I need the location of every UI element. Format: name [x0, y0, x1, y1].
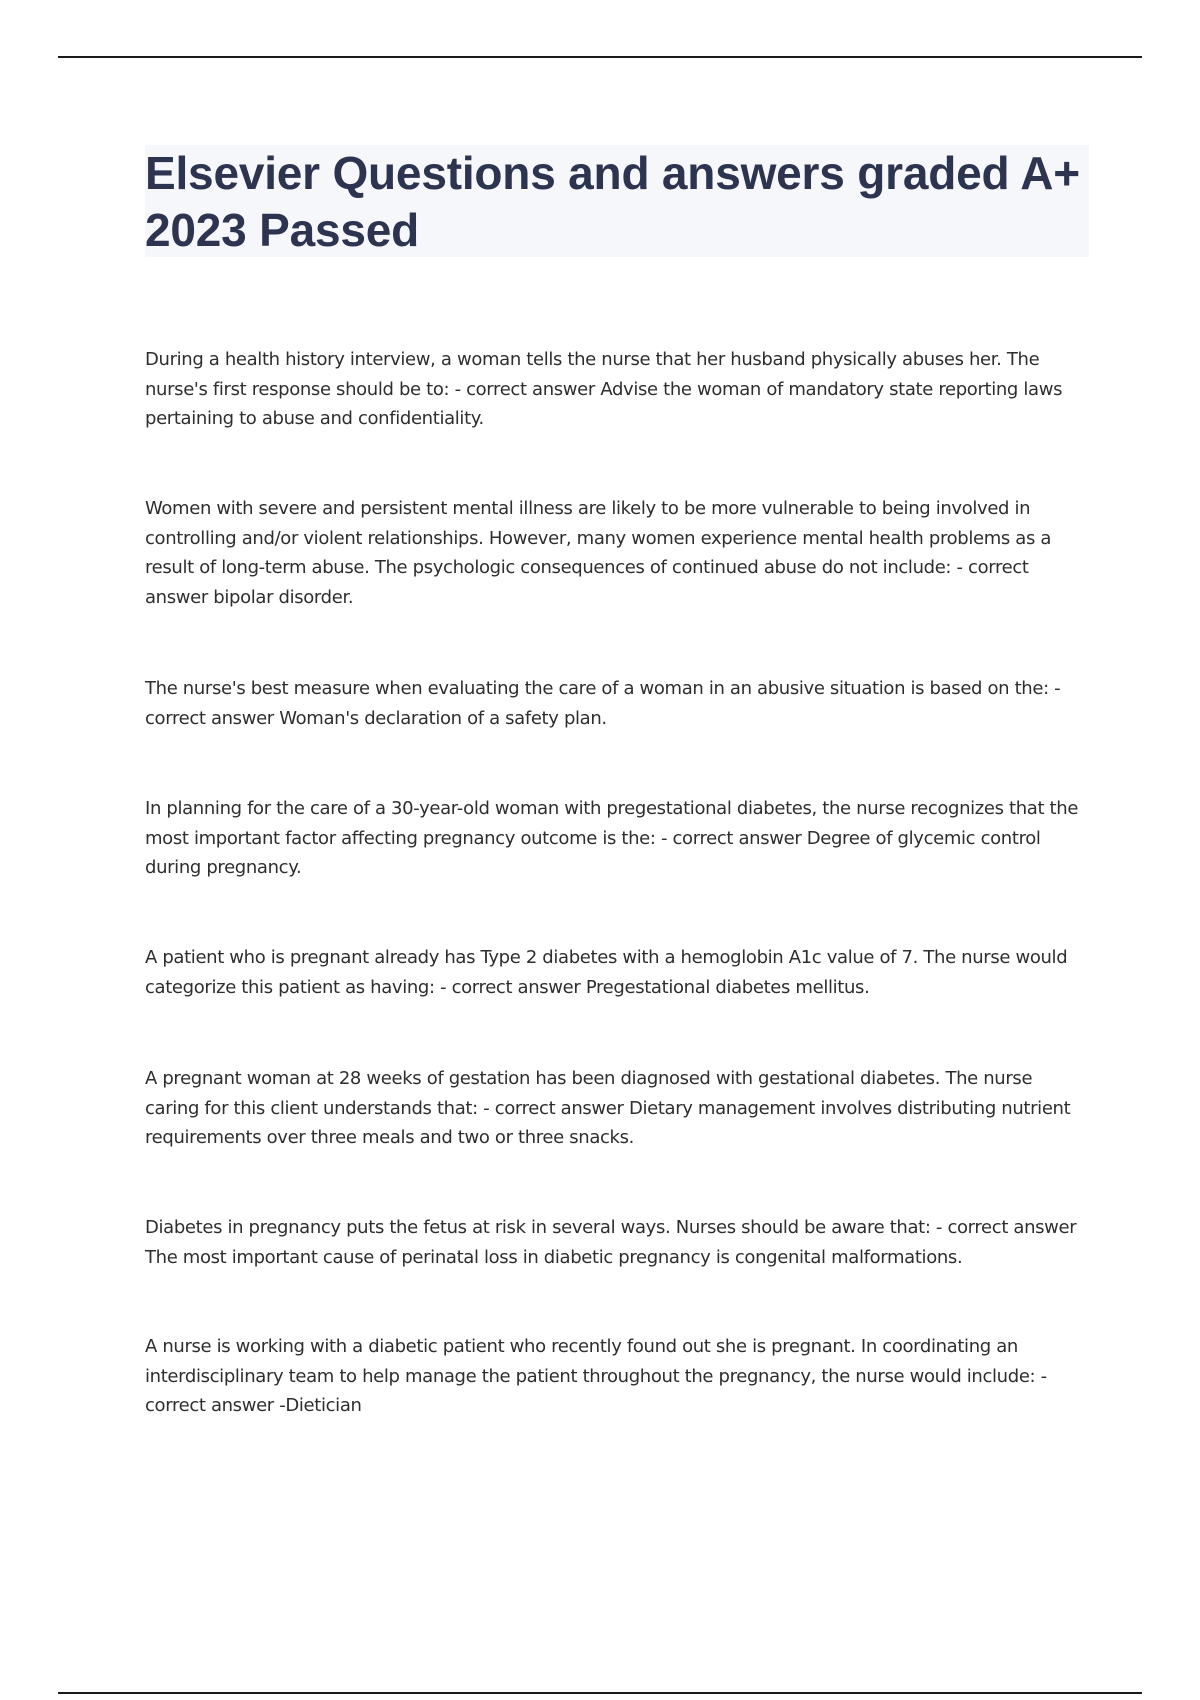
qa-item-8: A nurse is working with a diabetic patient who recently found out she is pregnant. In coordinating an interdisciplinary team to help manage the patient throughout the pregnancy, the nurse would include: - correct answer -Dietician [145, 1336, 1047, 1416]
qa-item-1: During a health history interview, a woman tells the nurse that her husband physically abuses her. The nurse's first response should be to: - correct answer Advise the woman of mandatory state reporting laws pertaining to abuse and confidentiality. [145, 349, 1063, 429]
title-block [145, 145, 1089, 257]
qa-item-5: A patient who is pregnant already has Type 2 diabetes with a hemoglobin A1c value of 7. The nurse would categorize this patient as having: - correct answer Pregestational diabetes mellitus. [145, 947, 1068, 998]
document-title: Elsevier Questions and answers graded A+ 2023 Passed [145, 147, 1080, 256]
qa-item-2: Women with severe and persistent mental illness are likely to be more vulnerable to being involved in controlling and/or violent relationships. However, many women experience mental health problems as a result of long-term abuse. The psychologic consequences of continued abuse do not include: - correct answer bipolar disorder. [145, 498, 1052, 608]
qa-item-3: The nurse's best measure when evaluating the care of a woman in an abusive situation is based on the: - correct answer Woman's declaration of a safety plan. [145, 678, 1061, 729]
qa-item-6: A pregnant woman at 28 weeks of gestation has been diagnosed with gestational diabetes. The nurse caring for this client understands that: - correct answer Dietary management involves distributing nutrient requirements over three meals and two or three snacks. [145, 1068, 1071, 1148]
bottom-rule [58, 1692, 1142, 1694]
qa-item-7: Diabetes in pregnancy puts the fetus at risk in several ways. Nurses should be aware that: - correct answer The most important cause of perinatal loss in diabetic pregnancy is congenital malformations. [145, 1217, 1077, 1268]
top-rule [58, 56, 1142, 58]
qa-item-4: In planning for the care of a 30-year-old woman with pregestational diabetes, the nurse recognizes that the most important factor affecting pregnancy outcome is the: - correct answer Degree of glycemic control during pregnancy. [145, 798, 1079, 878]
